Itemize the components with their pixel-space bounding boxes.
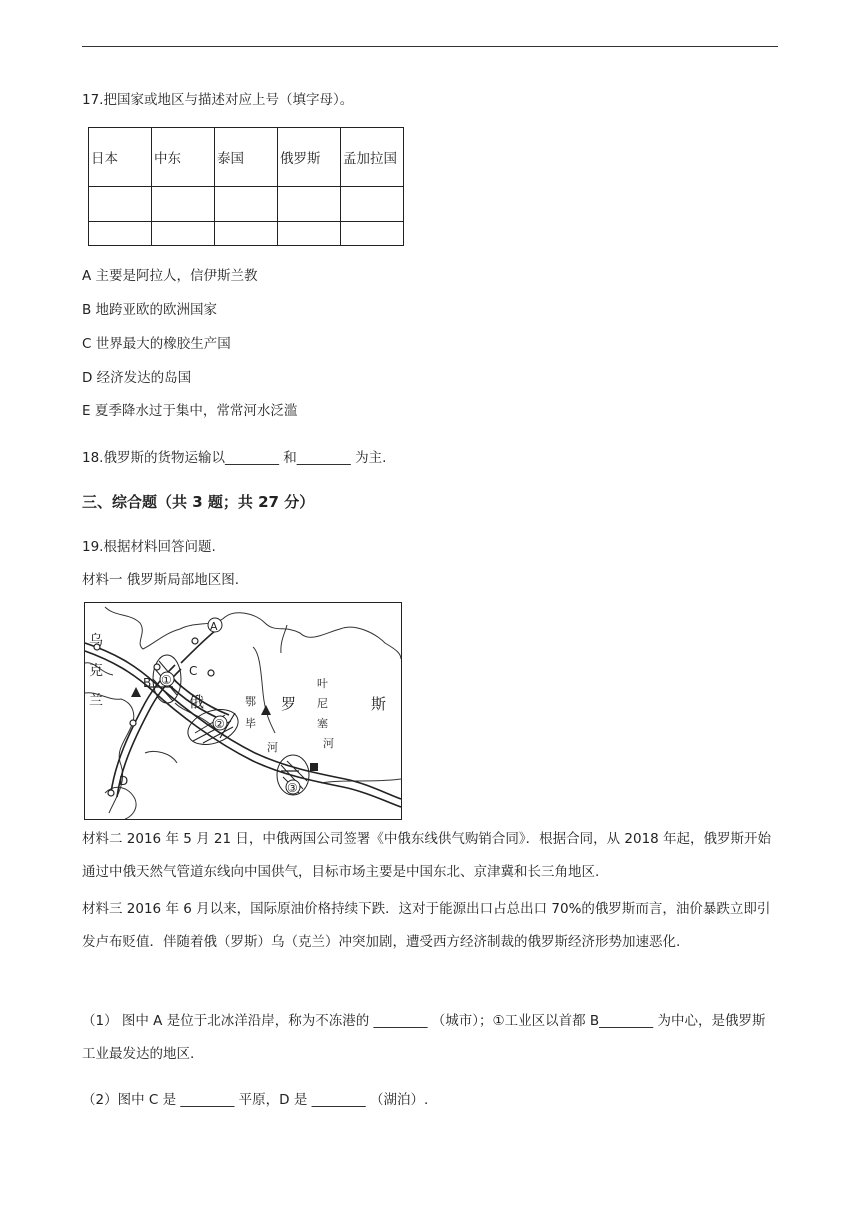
q18-text-2: 和: [283, 450, 297, 466]
q18-blank-1[interactable]: ________: [224, 450, 279, 466]
material-3: 材料三 2016 年 6 月以来，国际原油价格持续下跌．这对于能源出口占总出口 70%的俄罗斯而言，油价暴跌立即引发卢布贬值．伴随着俄（罗斯）乌（克兰）冲突加剧，遭受西方经济制裁的俄罗斯经济形势加速恶化.: [82, 901, 771, 950]
map-label-ye-3: 塞: [317, 717, 328, 730]
map-label-ob-1: 鄂: [245, 695, 256, 708]
q17-match-table: [88, 127, 404, 246]
option-a: A 主要是阿拉人，信伊斯兰教: [82, 268, 258, 284]
q19-title: 19.根据材料回答问题.: [82, 539, 216, 555]
map-label-e: 俄: [189, 693, 205, 711]
map-label-wu: 乌: [89, 633, 103, 649]
q19-sub-1: （1） 图中 A 是位于北冰洋沿岸，称为不冻港的 ________ （城市）；①工业区以首都 B________ 为中心，是俄罗斯工业最发达的地区.: [82, 1013, 766, 1062]
option-c: C 世界最大的橡胶生产国: [82, 336, 231, 352]
q18-text-3: 为主.: [355, 450, 387, 466]
map-label-a: A: [210, 620, 218, 633]
option-e: E 夏季降水过于集中，常常河水泛滥: [82, 403, 298, 419]
map-label-si: 斯: [371, 695, 387, 713]
map-label-b: B: [143, 676, 152, 690]
map-label-ye-4: 河: [323, 737, 334, 750]
option-b: B 地跨亚欧的欧洲国家: [82, 302, 218, 318]
q18-text-1: 18.俄罗斯的货物运输以: [82, 450, 225, 466]
map-label-ye-1: 叶: [317, 677, 328, 690]
table-header-russia: 俄罗斯: [278, 128, 341, 187]
answer-cell[interactable]: [341, 187, 404, 246]
answer-cell[interactable]: [215, 187, 278, 246]
table-header-japan: 日本: [89, 128, 152, 187]
option-d: D 经济发达的岛国: [82, 370, 192, 386]
q19-sub-2: （2）图中 C 是 ________ 平原，D 是 ________ （湖泊）.: [82, 1092, 429, 1108]
answer-cell[interactable]: [152, 187, 215, 246]
map-label-zone-1: ①: [161, 673, 172, 687]
map-label-luo: 罗: [281, 695, 297, 713]
table-header-thailand: 泰国: [215, 128, 278, 187]
material-1: 材料一 俄罗斯局部地区图.: [82, 572, 240, 588]
material-2: 材料二 2016 年 5 月 21 日，中俄两国公司签署《中俄东线供气购销合同》．根据合同，从 2018 年起，俄罗斯开始通过中俄天然气管道东线向中国供气，目标市场主要是中国东北、京津冀和长三角地区.: [82, 831, 772, 880]
map-label-zone-3: ③: [287, 781, 298, 795]
map-label-d: D: [119, 774, 129, 788]
section-3-heading: 三、综合题（共 3 题；共 27 分）: [82, 493, 315, 511]
table-header-middle-east: 中东: [152, 128, 215, 187]
table-header-bangladesh: 孟加拉国: [341, 128, 404, 187]
answer-cell[interactable]: [278, 187, 341, 246]
q17-title: 17.把国家或地区与描述对应上号（填字母）。: [82, 92, 354, 108]
map-label-ke: 克: [89, 663, 103, 679]
answer-cell[interactable]: [89, 187, 152, 246]
map-label-lan: 兰: [89, 693, 103, 709]
q18-question: [82, 448, 386, 468]
header-rule: [82, 46, 778, 47]
map-label-c: C: [189, 664, 198, 678]
map-label-ye-2: 尼: [317, 697, 328, 710]
map-label-ob-2: 毕: [245, 717, 256, 730]
map-label-zone-2: ②: [214, 717, 225, 731]
q18-blank-2[interactable]: ________: [296, 450, 351, 466]
russia-map: [84, 602, 402, 820]
map-label-ob-3: 河: [267, 741, 278, 754]
map-drawing: [85, 603, 401, 819]
